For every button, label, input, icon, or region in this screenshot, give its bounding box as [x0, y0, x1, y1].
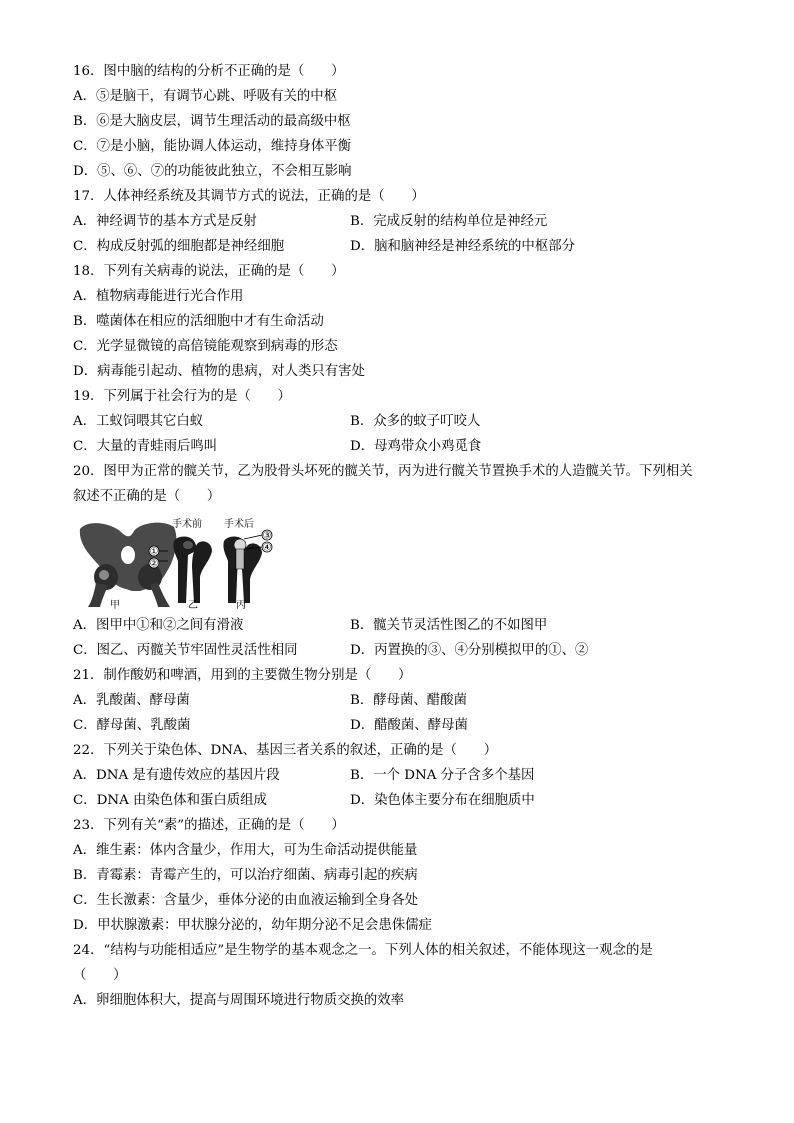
- question-19-row-1: [73, 413, 481, 431]
- question-22-stem: 22．下列关于染色体、DNA、基因三者关系的叙述，正确的是（ ）: [73, 743, 498, 758]
- question-18-option-c: C．光学显微镜的高倍镜能观察到病毒的形态: [73, 339, 338, 354]
- question-24-stem-line-1: 24．“结构与功能相适应”是生物学的基本观念之一。下列人体的相关叙述，不能体现这一观念的是: [73, 943, 653, 958]
- panel-label-bing: 丙: [236, 600, 246, 610]
- label-after-surgery: 手术后: [224, 519, 254, 530]
- question-17-stem: 17．人体神经系统及其调节方式的说法，正确的是（ ）: [73, 189, 425, 204]
- panel-label-jia: 甲: [110, 600, 120, 610]
- question-18-option-a: A．植物病毒能进行光合作用: [73, 289, 244, 304]
- question-19-row-2: [73, 438, 482, 456]
- mark-1-circle: [149, 546, 159, 558]
- question-19-option-d: D．母鸡带众小鸡觅食: [350, 439, 482, 454]
- question-17-option-b: B．完成反射的结构单位是神经元: [350, 214, 548, 229]
- question-16-option-d: D．⑤、⑥、⑦的功能彼此独立，不会相互影响: [73, 164, 352, 179]
- mark-3-circle: [262, 530, 272, 542]
- question-18-stem: 18．下列有关病毒的说法，正确的是（ ）: [73, 264, 345, 279]
- question-16-option-b: B．⑥是大脑皮层，调节生理活动的最高级中枢: [73, 114, 351, 129]
- question-18-option-d: D．病毒能引起动、植物的患病，对人类只有害处: [73, 364, 365, 379]
- femur-after-drawing: [223, 537, 262, 604]
- question-17-option-a: A．神经调节的基本方式是反射: [73, 214, 257, 229]
- question-20-option-b: B．髋关节灵活性图乙的不如图甲: [350, 618, 548, 633]
- question-16-option-c: C．⑦是小脑，能协调人体运动，维持身体平衡: [73, 139, 352, 154]
- question-22-option-b: B．一个 DNA 分子含多个基因: [350, 768, 535, 783]
- question-22-option-d: D．染色体主要分布在细胞质中: [350, 793, 535, 808]
- question-18-option-b: B．噬菌体在相应的活细胞中才有生命活动: [73, 314, 324, 329]
- question-17-option-d: D．脑和脑神经是神经系统的中枢部分: [350, 239, 575, 254]
- question-21-row-2: [73, 717, 468, 735]
- svg-text:②: ②: [149, 558, 159, 570]
- svg-text:④: ④: [262, 542, 272, 554]
- question-17-row-1: [73, 213, 548, 231]
- question-19-option-c: C．大量的青蛙雨后鸣叫: [73, 439, 218, 454]
- question-20-option-a: A．图甲中①和②之间有滑液: [73, 618, 244, 633]
- femur-before-drawing: [173, 537, 212, 604]
- label-before-surgery: 手术前: [172, 519, 202, 530]
- question-21-option-d: D．醋酸菌、酵母菌: [350, 718, 468, 733]
- question-19-option-a: A．工蚁饲喂其它白蚁: [73, 414, 204, 429]
- question-22-row-2: [73, 792, 535, 810]
- question-17-option-c: C．构成反射弧的细胞都是神经细胞: [73, 239, 285, 254]
- svg-text:③: ③: [262, 530, 272, 542]
- question-17-row-2: [73, 238, 575, 256]
- question-20-stem-line-2: 叙述不正确的是（ ）: [73, 489, 221, 504]
- svg-text:①: ①: [149, 546, 159, 558]
- question-24-option-a: A．卵细胞体积大，提高与周围环境进行物质交换的效率: [73, 993, 405, 1008]
- question-24-stem-line-2: （ ）: [73, 968, 127, 983]
- question-20-stem-line-1: 20．图甲为正常的髋关节，乙为股骨头坏死的髋关节，丙为进行髋关节置换手术的人造髋关节。下列相关: [73, 464, 693, 479]
- pelvis-drawing: [80, 523, 177, 607]
- question-16-option-a: A．⑤是脑干，有调节心跳、呼吸有关的中枢: [73, 89, 338, 104]
- question-23-stem: 23．下列有关“素”的描述，正确的是（ ）: [73, 818, 345, 833]
- question-20-row-1: [73, 617, 548, 635]
- mark-4-circle: [262, 542, 272, 554]
- question-21-option-c: C．酵母菌、乳酸菌: [73, 718, 191, 733]
- question-21-option-a: A．乳酸菌、酵母菌: [73, 693, 190, 708]
- question-22-row-1: [73, 767, 535, 785]
- question-19-option-b: B．众多的蚊子叮咬人: [350, 414, 481, 429]
- question-20-row-2: [73, 642, 589, 660]
- question-19-stem: 19．下列属于社会行为的是（ ）: [73, 389, 291, 404]
- question-22-option-c: C．DNA 由染色体和蛋白质组成: [73, 793, 267, 808]
- question-22-option-a: A．DNA 是有遗传效应的基因片段: [73, 768, 280, 783]
- panel-label-yi: 乙: [188, 600, 198, 610]
- question-21-option-b: B．酵母菌、醋酸菌: [350, 693, 467, 708]
- question-23-option-b: B．青霉素：青霉产生的，可以治疗细菌、病毒引起的疾病: [73, 868, 418, 883]
- question-16-stem: 16．图中脑的结构的分析不正确的是（ ）: [73, 64, 345, 79]
- mark-2-circle: [149, 558, 159, 570]
- question-23-option-c: C．生长激素：含量少，垂体分泌的由血液运输到全身各处: [73, 893, 419, 908]
- question-21-row-1: [73, 692, 467, 710]
- hip-joint-figure: [74, 517, 286, 610]
- question-20-option-c: C．图乙、丙髋关节牢固性灵活性相同: [73, 643, 298, 658]
- hip-joint-illustration: [74, 517, 286, 610]
- question-23-option-d: D．甲状腺激素：甲状腺分泌的，幼年期分泌不足会患侏儒症: [73, 918, 432, 933]
- question-20-option-d: D．丙置换的③、④分别模拟甲的①、②: [350, 643, 589, 658]
- question-23-option-a: A．维生素：体内含量少，作用大，可为生命活动提供能量: [73, 843, 418, 858]
- question-21-stem: 21．制作酸奶和啤酒，用到的主要微生物分别是（ ）: [73, 668, 412, 683]
